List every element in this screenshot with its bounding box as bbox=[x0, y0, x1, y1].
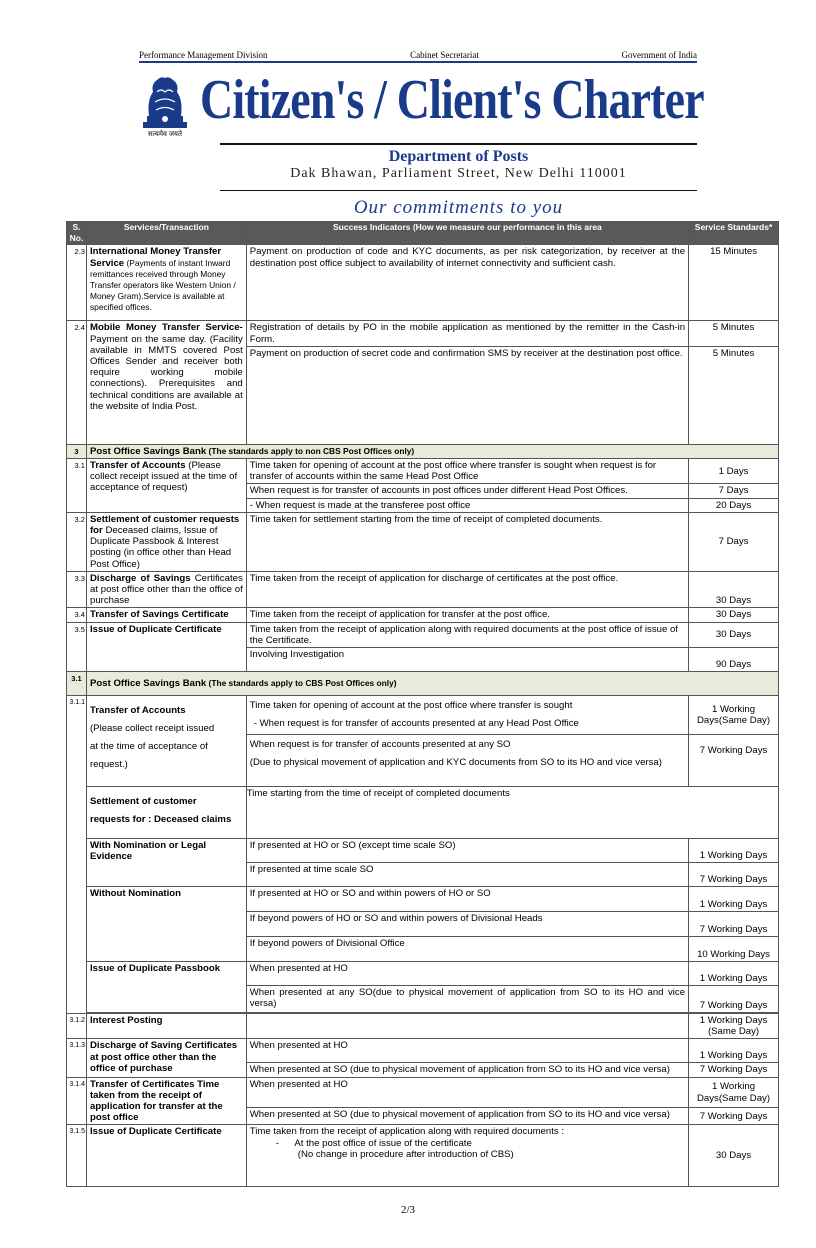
row-indicator: Time taken for settlement starting from the time of receipt of completed documents. bbox=[246, 512, 688, 571]
row-standard: 1 Working Days bbox=[689, 1039, 779, 1063]
section-header bbox=[67, 444, 779, 458]
row-standard: 7 Days bbox=[689, 512, 779, 571]
row-standard: 20 Days bbox=[689, 498, 779, 512]
row-sno: 3.2 bbox=[67, 512, 87, 571]
department-name: Department of Posts bbox=[388, 148, 529, 165]
service-detail: (Please collect receipt issued bbox=[89, 723, 215, 735]
section-title-text: Post Office Savings Bank bbox=[89, 445, 207, 457]
service-title: Discharge of Savings bbox=[89, 572, 191, 584]
table-row bbox=[67, 245, 779, 321]
row-standard: 30 Days bbox=[689, 622, 779, 647]
row-sno: 3.1.3 bbox=[67, 1039, 87, 1077]
service-detail: Certificates at post office other than the office of purchase bbox=[89, 572, 243, 607]
emblem-motto: सत्यमेव जयते bbox=[148, 130, 182, 138]
indicator-line: When request is for transfer of accounts presented at any SO bbox=[249, 739, 511, 751]
department-address: Dak Bhawan, Parliament Street, New Delhi 110001 bbox=[290, 166, 627, 181]
row-indicator: When presented at SO (due to physical movement of application from SO to its HO and vice versa) bbox=[246, 1063, 688, 1077]
row-standard: 10 Working Days bbox=[689, 937, 779, 962]
table-row bbox=[67, 787, 779, 839]
table-row bbox=[67, 696, 779, 735]
service-detail: at the time of acceptance of bbox=[89, 741, 208, 753]
row-standard: 7 Days bbox=[689, 484, 779, 498]
row-standard: 30 Days bbox=[689, 571, 779, 608]
row-indicator: When presented at SO (due to physical movement of application from SO to its HO and vice versa) bbox=[246, 1108, 688, 1125]
service-detail: Payment on the same day. (Facility available in MMTS covered Post Offices Sender and receiver both require working mobile connections). Prerequisites and technical conditions are available at the website of India Post. bbox=[89, 333, 243, 412]
indicator-line: - When request is for transfer of accounts presented at any Head Post Office bbox=[253, 718, 579, 730]
table-row bbox=[67, 459, 779, 484]
row-sno: 3.1.4 bbox=[67, 1077, 87, 1125]
row-service: Without Nomination bbox=[86, 887, 246, 962]
row-indicator: If beyond powers of Divisional Office bbox=[246, 937, 688, 962]
table-row bbox=[67, 1039, 779, 1063]
row-standard: 7 Working Days bbox=[689, 1063, 779, 1077]
row-service bbox=[86, 245, 246, 321]
row-indicator: If presented at time scale SO bbox=[246, 863, 688, 887]
row-standard: 5 Minutes bbox=[689, 321, 779, 346]
row-service: Issue of Duplicate Certificate bbox=[86, 1125, 246, 1187]
row-sno: 2.3 bbox=[67, 245, 87, 321]
row-service bbox=[86, 321, 246, 444]
section-sno: 3.1 bbox=[67, 672, 87, 696]
page-number: 2/3 bbox=[400, 1204, 416, 1216]
table-row bbox=[67, 839, 779, 863]
row-indicator: Time taken from the receipt of application for discharge of certificates at the post office. bbox=[246, 571, 688, 608]
service-detail: Deceased claims, Issue of Duplicate Passbook & Interest posting (in office other than Head Post Office) bbox=[89, 525, 232, 570]
row-service bbox=[86, 787, 246, 839]
section-title bbox=[86, 444, 778, 458]
section-note: (The standards apply to non CBS Post Offices only) bbox=[206, 445, 415, 456]
row-indicator: When presented at any SO(due to physical movement of application from SO to its HO and vice versa) bbox=[246, 986, 688, 1013]
row-standard: 7 Working Days bbox=[689, 1108, 779, 1125]
row-indicator: When presented at HO bbox=[246, 1039, 688, 1063]
section-header bbox=[67, 672, 779, 696]
table-header-row bbox=[67, 222, 779, 245]
row-indicator: When presented at HO bbox=[246, 962, 688, 986]
commitments-heading: Our commitments to you bbox=[353, 197, 564, 218]
row-service bbox=[86, 696, 246, 787]
row-indicator: If beyond powers of HO or SO and within powers of Divisional Heads bbox=[246, 912, 688, 937]
header-divider bbox=[139, 61, 697, 63]
row-service: Transfer of Certificates Time taken from the receipt of application for transfer at the post office bbox=[86, 1077, 246, 1125]
row-standard: 1 Days bbox=[689, 459, 779, 484]
service-detail: (Payments of instant Inward remittances received through Money Transfer operators like Western Union / Money Gram).Service is available at specified offices. bbox=[89, 257, 236, 313]
row-sno: 3.1.1 bbox=[67, 696, 87, 1014]
indicator-line: Time taken for opening of account at the post office where transfer is sought bbox=[249, 700, 573, 712]
section-sno: 3 bbox=[67, 444, 87, 458]
service-detail: request.) bbox=[89, 759, 128, 771]
row-standard: 7 Working Days bbox=[689, 863, 779, 887]
table-row bbox=[67, 887, 779, 912]
col-standard: Service Standards* bbox=[689, 222, 779, 245]
division-label: Performance Management Division bbox=[139, 50, 268, 60]
service-detail: (Please collect receipt issued at the time of acceptance of request) bbox=[89, 460, 238, 494]
table-row bbox=[67, 1014, 779, 1039]
title-rule bbox=[220, 143, 697, 145]
row-standard: 1 Working Days(Same Day) bbox=[689, 696, 779, 735]
row-standard: 1 Working Days bbox=[689, 839, 779, 863]
row-service: Transfer of Savings Certificate bbox=[86, 608, 246, 622]
top-header-line bbox=[139, 50, 697, 60]
row-sno: 3.1 bbox=[67, 459, 87, 513]
address-rule bbox=[220, 190, 697, 191]
row-indicator: Registration of details by PO in the mobile application as mentioned by the remitter in the Cash-in Form. bbox=[246, 321, 688, 346]
table-row bbox=[67, 1077, 779, 1108]
row-service: With Nomination or Legal Evidence bbox=[86, 839, 246, 887]
row-indicator: Time taken for opening of account at the post office where transfer is sought when request is for transfer of accounts within the same Head Post Office bbox=[246, 459, 688, 484]
secretariat-label: Cabinet Secretariat bbox=[410, 50, 479, 60]
row-indicator: If presented at HO or SO (except time scale SO) bbox=[246, 839, 688, 863]
row-standard: 1 Working Days bbox=[689, 887, 779, 912]
row-indicator: When request is for transfer of accounts in post offices under different Head Post Offices. bbox=[246, 484, 688, 498]
table-row bbox=[67, 622, 779, 647]
row-standard: 1 Working Days bbox=[689, 962, 779, 986]
table-row bbox=[67, 512, 779, 571]
row-standard: 30 Days bbox=[689, 608, 779, 622]
row-service: Issue of Duplicate Passbook bbox=[86, 962, 246, 1013]
indicator-line: (No change in procedure after introduction of CBS) bbox=[297, 1148, 514, 1160]
row-standard: 5 Minutes bbox=[689, 346, 779, 444]
indicator-line: Time taken from the receipt of application along with required documents : bbox=[249, 1126, 565, 1138]
row-service: Interest Posting bbox=[86, 1014, 246, 1039]
row-indicator: - When request is made at the transferee post office bbox=[246, 498, 688, 512]
row-indicator bbox=[246, 1125, 688, 1187]
government-label: Government of India bbox=[621, 50, 697, 60]
service-title: Settlement of customer requests for bbox=[89, 513, 240, 537]
row-indicator: Payment on production of code and KYC documents, as per risk categorization, by receiver at the destination post office subject to availability of internet connectivity and sufficient cash. bbox=[246, 245, 688, 321]
table-row bbox=[67, 962, 779, 986]
row-sno: 3.5 bbox=[67, 622, 87, 671]
row-standard: 30 Days bbox=[689, 1125, 779, 1187]
row-sno: 3.4 bbox=[67, 608, 87, 622]
charter-title: Citizen's / Client's Charter bbox=[200, 69, 704, 131]
row-sno: 2.4 bbox=[67, 321, 87, 444]
row-indicator: Payment on production of secret code and confirmation SMS by receiver at the destination post office. bbox=[246, 346, 688, 444]
row-standard: 7 Working Days bbox=[689, 912, 779, 937]
row-standard: 1 Working Days(Same Day) bbox=[689, 1077, 779, 1108]
charter-table bbox=[66, 221, 779, 1187]
service-title: Transfer of Accounts bbox=[89, 460, 186, 472]
col-sno: S. No. bbox=[67, 222, 87, 245]
section-title-text: Post Office Savings Bank bbox=[89, 677, 207, 689]
row-standard: 90 Days bbox=[689, 648, 779, 672]
service-title: Settlement of customer bbox=[89, 796, 197, 808]
service-title: requests for : Deceased claims bbox=[89, 814, 232, 826]
row-standard: 7 Working Days bbox=[689, 735, 779, 787]
col-indicator: Success Indicators (How we measure our performance in this area bbox=[246, 222, 688, 245]
service-title: Mobile Money Transfer Service- bbox=[89, 322, 243, 334]
service-title: Transfer of Accounts bbox=[89, 705, 186, 717]
row-standard: 15 Minutes bbox=[689, 245, 779, 321]
row-standard: 7 Working Days bbox=[689, 986, 779, 1013]
row-indicator: When presented at HO bbox=[246, 1077, 688, 1108]
row-indicator: Time taken from the receipt of application for transfer at the post office. bbox=[246, 608, 688, 622]
indicator-line: - At the post office of issue of the certificate bbox=[275, 1137, 472, 1149]
service-title: International Money Transfer Service bbox=[89, 246, 222, 269]
table-row bbox=[67, 1125, 779, 1187]
table-row bbox=[67, 571, 779, 608]
row-sno: 3.1.5 bbox=[67, 1125, 87, 1187]
row-service: Discharge of Saving Certificates at post office other than the office of purchase bbox=[86, 1039, 246, 1077]
row-indicator: Time taken from the receipt of application along with required documents at the post office of issue of the Certificate. bbox=[246, 622, 688, 647]
section-title bbox=[86, 672, 778, 696]
table-row bbox=[67, 608, 779, 622]
row-standard: 1 Working Days (Same Day) bbox=[689, 1014, 779, 1039]
row-indicator: If presented at HO or SO and within powers of HO or SO bbox=[246, 887, 688, 912]
indicator-line: (Due to physical movement of application and KYC documents from SO to its HO and vice versa) bbox=[249, 757, 662, 769]
row-indicator bbox=[246, 1014, 688, 1039]
row-service bbox=[86, 571, 246, 608]
row-indicator bbox=[246, 696, 688, 735]
row-indicator: Involving Investigation bbox=[246, 648, 688, 672]
row-service bbox=[86, 459, 246, 513]
col-service: Services/Transaction bbox=[86, 222, 246, 245]
row-sno: 3.1.2 bbox=[67, 1014, 87, 1039]
row-sno: 3.3 bbox=[67, 571, 87, 608]
row-indicator: Time starting from the time of receipt of completed documents bbox=[246, 787, 778, 839]
row-indicator bbox=[246, 735, 688, 787]
section-note: (The standards apply to CBS Post Offices only) bbox=[206, 677, 397, 688]
row-service: Issue of Duplicate Certificate bbox=[86, 622, 246, 671]
row-service bbox=[86, 512, 246, 571]
table-row bbox=[67, 321, 779, 346]
